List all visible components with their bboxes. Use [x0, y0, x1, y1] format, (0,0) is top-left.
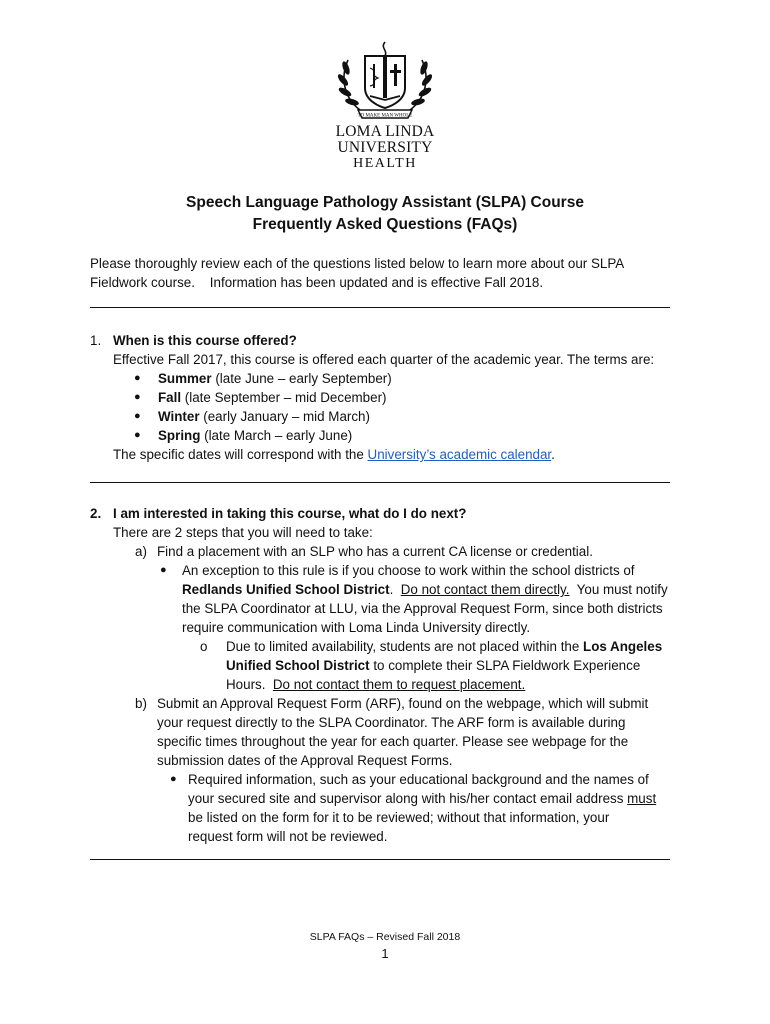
divider-1: [90, 307, 670, 308]
exception-line3: the SLPA Coordinator at LLU, via the Approval Request Form, since both districts: [182, 601, 663, 616]
intro-line2: Fieldwork course. Information has been updated and is effective Fall 2018.: [90, 275, 544, 290]
sub-bullet-icon: o: [200, 639, 208, 654]
exception-line1: ● An exception to this rule is if you choose to work within the school districts of: [160, 563, 635, 578]
org-name: LOMA LINDA UNIVERSITY: [335, 123, 435, 156]
sub-bullet-line1: o Due to limited availability, students are not placed within the Los Angeles: [200, 639, 663, 654]
page-footer: SLPA FAQs – Revised Fall 2018: [309, 931, 461, 943]
seal-emblem-icon: [330, 38, 440, 122]
divider-3: [90, 859, 670, 860]
bullet-icon: ●: [160, 564, 167, 576]
q1-heading: [90, 331, 680, 350]
q1-number: 1.: [90, 333, 102, 348]
doc-title-line2: Frequently Asked Questions (FAQs): [252, 216, 518, 233]
university-logo: [300, 38, 470, 171]
exception-line2: Redlands Unified School District. Do not contact them directly. You must notify: [182, 582, 668, 597]
term-item-fall: ● Fall (late September – mid December): [134, 390, 387, 405]
required-line3: be listed on the form for it to be reviewed; without that information, your: [188, 810, 610, 825]
term-item-summer: ● Summer (late June – early September): [134, 371, 392, 386]
doc-title-line1: Speech Language Pathology Assistant (SLPA) Course: [186, 194, 584, 211]
required-line2: your secured site and supervisor along with his/her contact email address must: [188, 791, 657, 806]
bullet-icon: ●: [134, 410, 141, 422]
step-a: a) Find a placement with an SLP who has a current CA license or credential.: [135, 544, 593, 559]
bullet-icon: ●: [170, 773, 177, 785]
bullet-icon: ●: [134, 372, 141, 384]
q1-question: When is this course offered?: [113, 333, 297, 348]
org-subtitle: HEALTH: [353, 156, 417, 171]
faq-q2: [90, 504, 680, 846]
q2-heading: [90, 504, 680, 523]
q2-intro: There are 2 steps that you will need to take:: [113, 525, 373, 540]
required-line4: request form will not be reviewed.: [188, 829, 388, 844]
faq-q1: [90, 331, 680, 464]
step-b-line2: your request directly to the SLPA Coordinator. The ARF form is available during: [157, 715, 626, 730]
required-line1: ● Required information, such as your educational background and the names of: [170, 772, 649, 787]
q2-question: I am interested in taking this course, what do I do next?: [113, 506, 467, 521]
term-item-spring: ● Spring (late March – early June): [134, 428, 353, 443]
q1-dates-line: The specific dates will correspond with the University’s academic calendar.: [113, 447, 555, 462]
sub-bullet-line2: Unified School District to complete their SLPA Fieldwork Experience: [226, 658, 641, 673]
intro-line1: Please thoroughly review each of the questions listed below to learn more about our SLPA: [90, 256, 625, 271]
intro-paragraph: [90, 254, 680, 292]
page-number: 1: [381, 946, 389, 961]
exception-line4: require communication with Loma Linda University directly.: [182, 620, 531, 635]
q2-number: 2.: [90, 506, 102, 521]
logo-banner-text: TO MAKE MAN WHOLE: [357, 113, 413, 119]
step-b-line1: b) Submit an Approval Request Form (ARF), found on the webpage, which will submit: [135, 696, 649, 711]
sub-bullet-line3: Hours. Do not contact them to request placement.: [226, 677, 526, 692]
bullet-icon: ●: [134, 391, 141, 403]
divider-2: [90, 482, 670, 483]
q1-answer: Effective Fall 2017, this course is offered each quarter of the academic year. The terms are:: [113, 352, 655, 367]
step-b-line3: specific times throughout the year for each quarter. Please see webpage for the: [157, 734, 629, 749]
academic-calendar-link[interactable]: University’s academic calendar: [367, 447, 552, 462]
bullet-icon: ●: [134, 429, 141, 441]
step-b-line4: submission dates of the Approval Request Forms.: [157, 753, 453, 768]
term-item-winter: ● Winter (early January – mid March): [134, 409, 370, 424]
